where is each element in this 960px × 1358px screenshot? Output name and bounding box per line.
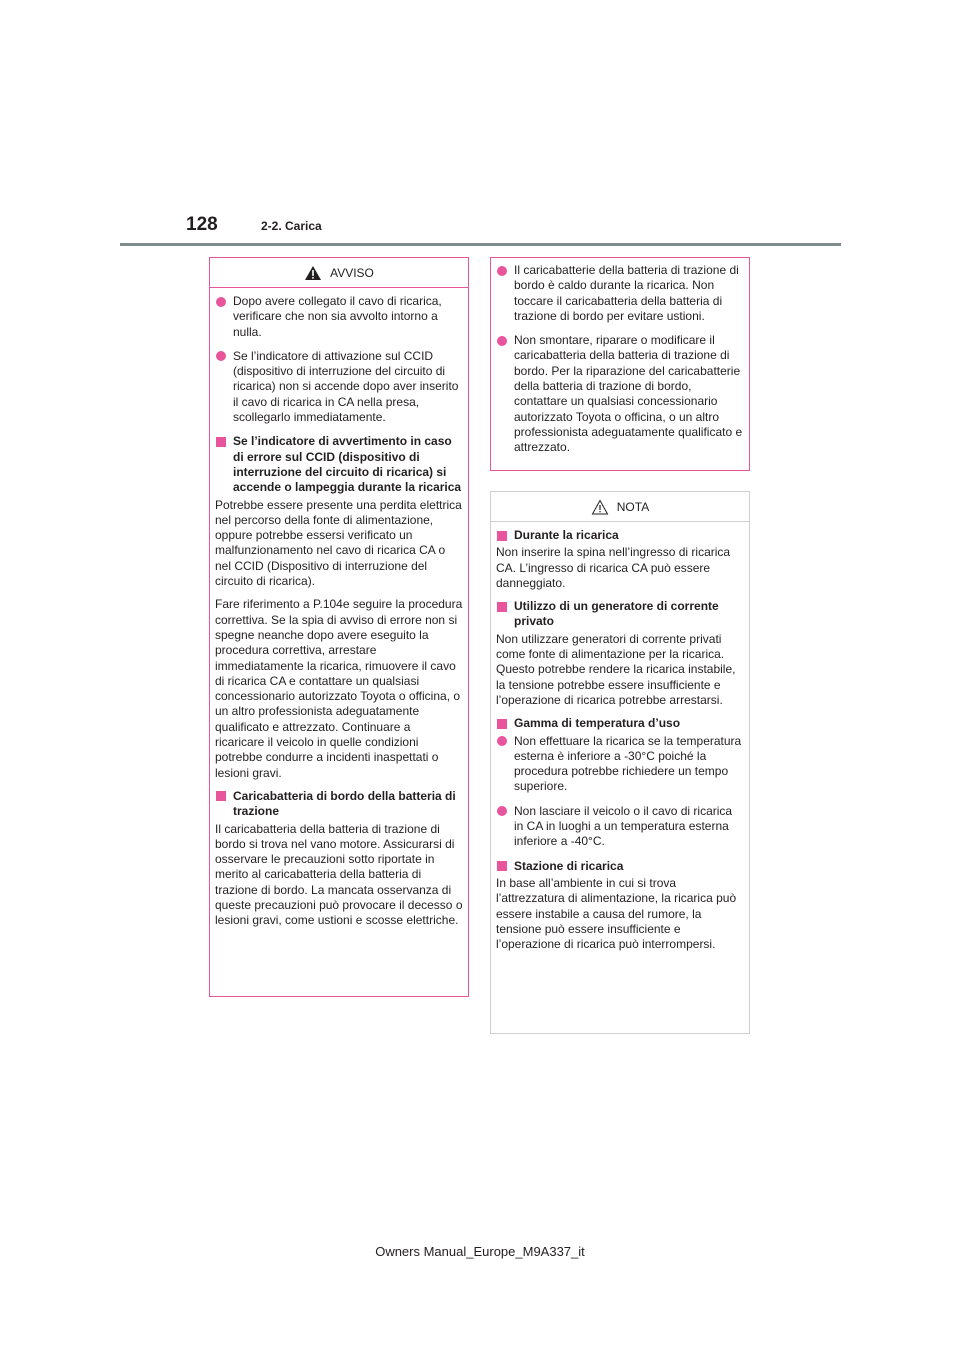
warning-triangle-icon [304, 265, 322, 281]
warning-title: AVVISO [330, 265, 374, 280]
note-box-header [491, 492, 749, 522]
bullet-item: Dopo avere collegato il cavo di ricarica, verificare che non sia avvolto intorno a nulla. [215, 294, 463, 340]
warning-body [210, 288, 468, 929]
note-title: NOTA [616, 499, 650, 514]
paragraph: Potrebbe essere presente una perdita elettrica nel percorso della fonte di alimentazione, oppure potrebbe essersi verificato un malfunzionamento nel cavo di ricarica CA o nel CCID (Dispositivo di interruzione del circuito di ricarica). [215, 497, 462, 589]
warning-continued-box [490, 257, 750, 471]
bullet-item: Il caricabatterie della batteria di trazione di bordo è caldo durante la ricarica. Non toccare il caricabatteria della batteria di trazione di bordo per evitare ustioni. [496, 263, 744, 324]
subheading: Stazione di ricarica [496, 859, 744, 874]
paragraph: Il caricabatteria della batteria di trazione di bordo si trova nel vano motore. Assicurarsi di osservare le precauzioni sotto riportate in merito al caricabatteria della batteria di trazione di bordo. La mancata osservanza di queste precauzioni può provocare il decesso o lesioni gravi, come ustioni e scosse elettriche. [215, 821, 463, 928]
subheading: Gamma di temperatura d’uso [496, 716, 744, 731]
bullet-item: Non effettuare la ricarica se la temperatura esterna è inferiore a -30°C poiché la procedura potrebbe richiedere un tempo superiore. [496, 734, 744, 795]
bullet-item: Se l’indicatore di attivazione sul CCID (dispositivo di interruzione del circuito di ricarica) non si accende dopo aver inserito il cavo di ricarica in CA nella presa, scollegarlo immediatamente. [215, 349, 463, 425]
note-body [491, 522, 749, 952]
footer-text: Owners Manual_Europe_M9A337_it [375, 1244, 585, 1259]
section-title: 2-2. Carica [261, 219, 322, 233]
warning-box [209, 257, 469, 997]
paragraph: Non inserire la spina nell’ingresso di ricarica CA. L’ingresso di ricarica CA può essere danneggiato. [496, 545, 731, 590]
page-number: 128 [186, 214, 218, 235]
paragraph: In base all’ambiente in cui si trova l’attrezzatura di alimentazione, la ricarica può essere instabile a causa del rumore, la tensione può essere insufficiente e l’operazione di ricarica può interrompersi. [496, 875, 737, 952]
note-box [490, 491, 750, 1034]
bullet-item: Non smontare, riparare o modificare il caricabatteria della batteria di trazione di bordo. Per la riparazione del caricabatterie della batteria di trazione di bordo, contattare un qualsiasi concessionario autorizzato Toyota o officina, o un altro professionista adeguatamente qualificato e attrezzato. [496, 333, 744, 455]
subheading: Se l’indicatore di avvertimento in caso di errore sul CCID (dispositivo di interruzione del circuito di ricarica) si accende o lampeggia durante la ricarica [215, 434, 463, 495]
subheading: Caricabatteria di bordo della batteria di trazione [215, 789, 463, 820]
subheading: Durante la ricarica [496, 528, 744, 543]
caution-triangle-icon [591, 499, 609, 515]
warning-box-header [210, 258, 468, 288]
paragraph: Fare riferimento a P.104e seguire la procedura correttiva. Se la spia di avviso di errore non si spegne neanche dopo avere eseguito la procedura correttiva, arrestare immediatamente la ricarica, rimuovere il cavo di ricarica CA e contattare un qualsiasi concessionario autorizzato Toyota o officina, o un altro professionista adeguatamente qualificato e attrezzato. Continuare a ricaricare il veicolo in quelle condizioni potrebbe condurre a incidenti inaspettati o lesioni gravi. [215, 597, 463, 780]
bullet-item: Non lasciare il veicolo o il cavo di ricarica in CA in luoghi a un temperatura esterna inferiore a -40°C. [496, 804, 744, 850]
header-rule [120, 243, 841, 246]
subheading: Utilizzo di un generatore di corrente privato [496, 599, 744, 630]
paragraph: Non utilizzare generatori di corrente privati come fonte di alimentazione per la ricarica. Questo potrebbe rendere la ricarica instabile, la tensione potrebbe essere insufficiente e l’operazione di ricarica potrebbe arrestarsi. [496, 631, 736, 707]
warning-continued-body [491, 258, 749, 456]
